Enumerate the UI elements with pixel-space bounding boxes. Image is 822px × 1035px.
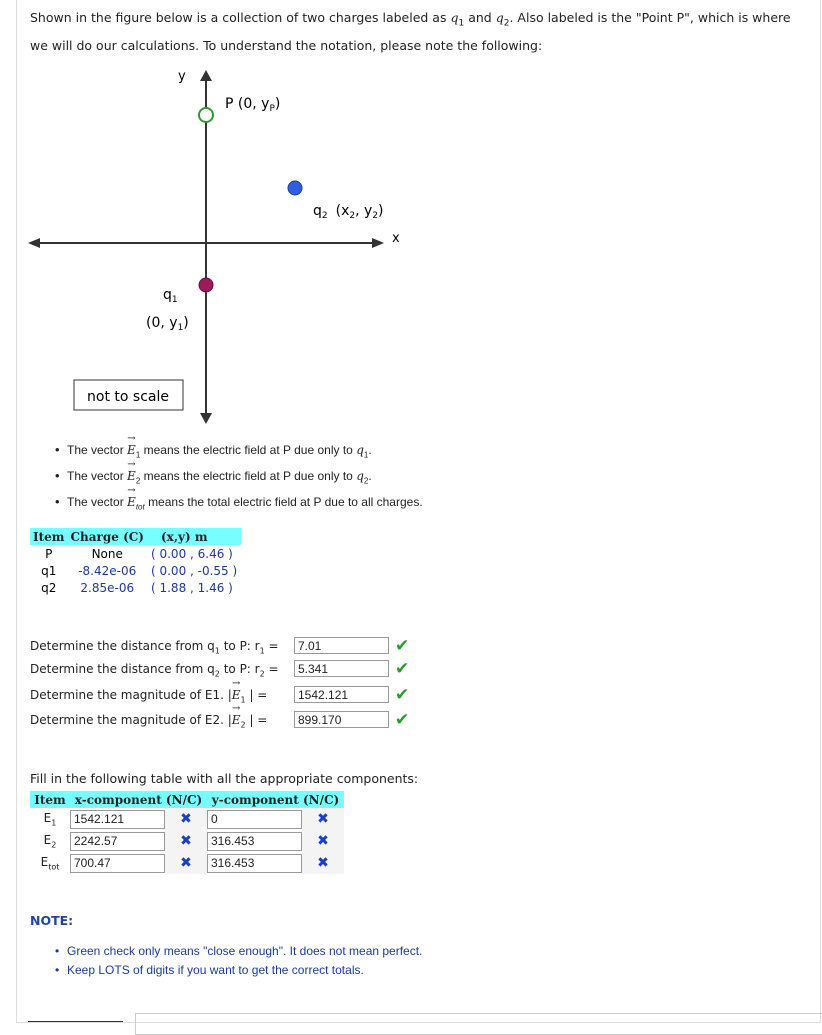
header-charge: Charge (C): [68, 528, 147, 545]
q1-coords-label: (0, $y_1$): [146, 315, 189, 333]
e2-x-cross-icon: ✖: [180, 833, 192, 849]
charge-info-table: [30, 528, 241, 596]
e2-y-input[interactable]: [207, 832, 302, 851]
x-axis-arrow-left: [28, 238, 40, 248]
divider: [28, 1021, 123, 1022]
bullet-etot: • The vector → $E_{tot}$ means the total electric field at P due to all charges.: [55, 492, 423, 518]
etot-y-input[interactable]: [207, 854, 302, 873]
y-axis-arrow-down: [200, 413, 212, 424]
x-axis-arrow-right: [372, 238, 384, 248]
question-e1: Determine the magnitude of E1. |→ $E_1$ | = 1542.121 ✔: [30, 684, 410, 706]
e2-magnitude-input[interactable]: [294, 711, 389, 728]
e2-y-cross-icon: ✖: [317, 833, 329, 849]
y-axis-label: y: [178, 69, 186, 84]
table-row: $E_{tot}$ 700.47 ✖ 316.453 ✖: [30, 852, 344, 874]
table-row: $E_2$ 2242.57 ✖ 316.453 ✖: [30, 830, 344, 852]
header-item: Item: [30, 528, 68, 545]
etot-y-cross-icon: ✖: [317, 855, 329, 871]
etot-x-cross-icon: ✖: [180, 855, 192, 871]
table-row: P None ( 0.00 , 6.46 ): [45, 546, 233, 561]
charge-diagram: [0, 60, 822, 430]
q1-label: $q_1$: [163, 287, 178, 305]
x-axis-label: x: [392, 231, 400, 246]
e2-x-input[interactable]: [70, 832, 165, 851]
e1-x-input[interactable]: [70, 810, 165, 829]
r2-check-icon: ✔: [395, 659, 410, 679]
header-y-component: y-component (N/C): [207, 791, 344, 808]
intro-paragraph: Shown in the figure below is a collection of two charges labeled as $q_1$ and $q_2$. Also labeled is the "Point P", which is where we will do our calculations. To understand the notation, please note the following:: [30, 10, 791, 53]
point-p-label: P (0, $y_P$): [225, 96, 281, 114]
q1-charge-marker: [199, 278, 213, 292]
r2-input[interactable]: [294, 660, 389, 677]
etot-x-input[interactable]: [70, 854, 165, 873]
header-x-component: x-component (N/C): [70, 791, 207, 808]
e2-check-icon: ✔: [395, 710, 410, 730]
bullet-e2: • The vector → $E_2$ means the electric field at P due only to $q_2$.: [55, 466, 423, 492]
notes-list: [55, 944, 422, 982]
question-r2: Determine the distance from $q_2$ to P: $r_2$ = 5.341 ✔: [30, 658, 410, 680]
y-axis-arrow-up: [200, 70, 212, 81]
fill-instructions: Fill in the following table with all the appropriate components:: [30, 771, 419, 786]
vector-definitions: [55, 440, 423, 518]
e1-y-input[interactable]: [207, 810, 302, 829]
table-row: $E_1$ 1542.121 ✖ 0 ✖: [30, 808, 344, 830]
point-p-marker: [199, 108, 213, 122]
note-item: • Green check only means "close enough". It does not mean perfect.: [55, 944, 422, 963]
bullet-e1: • The vector → $E_1$ means the electric field at P due only to $q_1$.: [55, 440, 423, 466]
question-r1: Determine the distance from $q_1$ to P: $r_1$ = 7.01 ✔: [30, 635, 410, 657]
table-row: q1 -8.42e-06 ( 0.00 , -0.55 ): [41, 563, 238, 578]
e1-check-icon: ✔: [395, 685, 410, 705]
r1-input[interactable]: [294, 637, 389, 654]
q2-label: $q_2$ ($x_2$, $y_2$): [313, 203, 384, 221]
q2-charge-marker: [288, 181, 302, 195]
header-position: (x,y) m: [147, 528, 241, 545]
table-row: q2 2.85e-06 ( 1.88 , 1.46 ): [41, 580, 233, 595]
scale-note-text: not to scale: [87, 389, 169, 405]
r1-check-icon: ✔: [395, 636, 410, 656]
e1-magnitude-input[interactable]: [294, 686, 389, 703]
components-table: [30, 791, 344, 874]
bottom-panel: [135, 1013, 822, 1035]
header-item: Item: [30, 791, 70, 808]
question-e2: Determine the magnitude of E2. |→ $E_2$ | = 899.170 ✔: [30, 709, 410, 731]
note-item: • Keep LOTS of digits if you want to get the correct totals.: [55, 963, 422, 982]
e1-y-cross-icon: ✖: [317, 811, 329, 827]
note-heading: NOTE:: [30, 913, 74, 928]
e1-x-cross-icon: ✖: [180, 811, 192, 827]
